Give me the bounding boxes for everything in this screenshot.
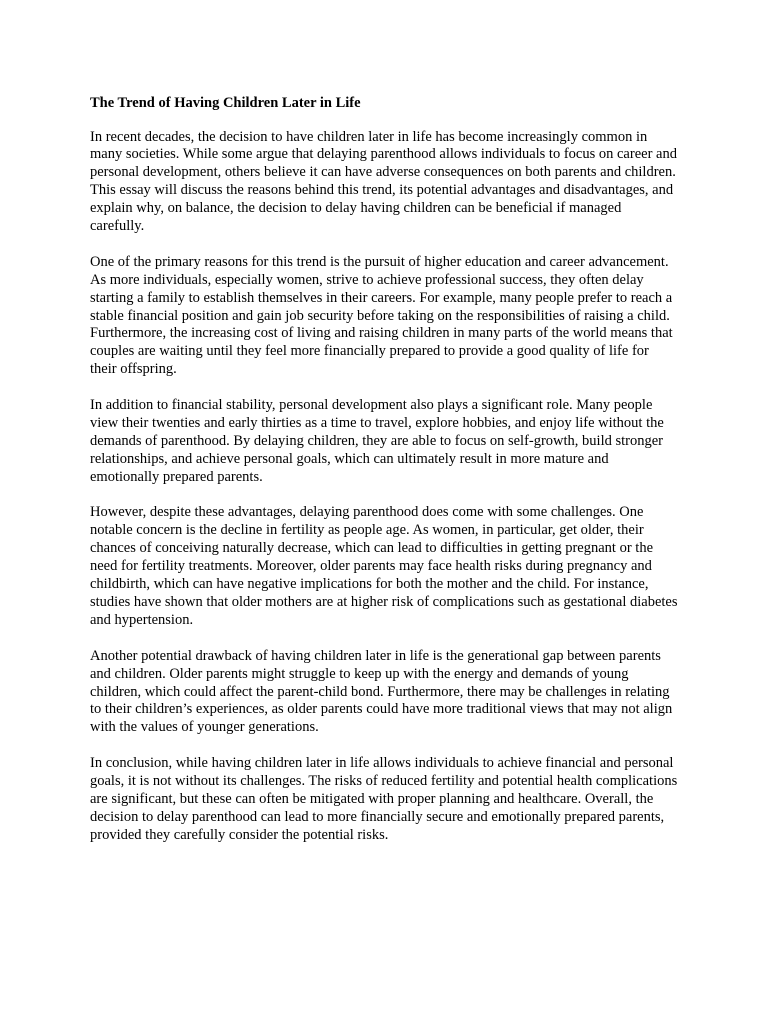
paragraph-conclusion: In conclusion, while having children later in life allows individuals to achieve financial and personal goals, it is not without its challenges. The risks of reduced fertility and potential health complications are significant, but these can often be mitigated with proper planning and healthcare. Overall, the decision to delay parenthood can lead to more financially secure and emotionally prepared parents, provided they carefully consider the potential risks. [90,755,678,843]
paragraph-introduction: In recent decades, the decision to have children later in life has become increasingly common in many societies. While some argue that delaying parenthood allows individuals to focus on career and personal development, others believe it can have adverse consequences on both parents and children. This essay will discuss the reasons behind this trend, its potential advantages and disadvantages, and explain why, on balance, the decision to delay having children can be beneficial if managed carefully. [90,128,677,235]
paragraph-fertility-challenges: However, despite these advantages, delaying parenthood does come with some challenges. One notable concern is the decline in fertility as people age. As women, in particular, get older, their chances of conceiving naturally decrease, which can lead to difficulties in getting pregnant or the need for fertility treatments. Moreover, older parents may face health risks during pregnancy and childbirth, which can have negative implications for both the mother and the child. For instance, studies have shown that older mothers are at higher risk of complications such as gestational diabetes and hypertension. [90,504,678,628]
document-title: The Trend of Having Children Later in Life [90,95,361,111]
paragraph-career-reasons: One of the primary reasons for this trend is the pursuit of higher education and career advancement. As more individuals, especially women, strive to achieve professional success, they often delay starting a family to establish themselves in their careers. For example, many people prefer to reach a stable financial position and gain job security before taking on the responsibilities of raising a child. Furthermore, the increasing cost of living and raising children in many parts of the world means that couples are waiting until they feel more financially prepared to provide a good quality of life for their offspring. [90,253,673,378]
paragraph-generational-gap: Another potential drawback of having children later in life is the generational gap between parents and children. Older parents might struggle to keep up with the energy and demands of young children, which could affect the parent-child bond. Furthermore, there may be challenges in relating to their children’s experiences, as older parents could have more traditional views that may not align with the values of younger generations. [90,647,673,736]
paragraph-personal-development: In addition to financial stability, personal development also plays a significant role. Many people view their twenties and early thirties as a time to travel, explore hobbies, and enjoy life without the demands of parenthood. By delaying children, they are able to focus on self-growth, build stronger relationships, and achieve personal goals, which can ultimately result in more mature and emotionally prepared parents. [90,397,664,485]
